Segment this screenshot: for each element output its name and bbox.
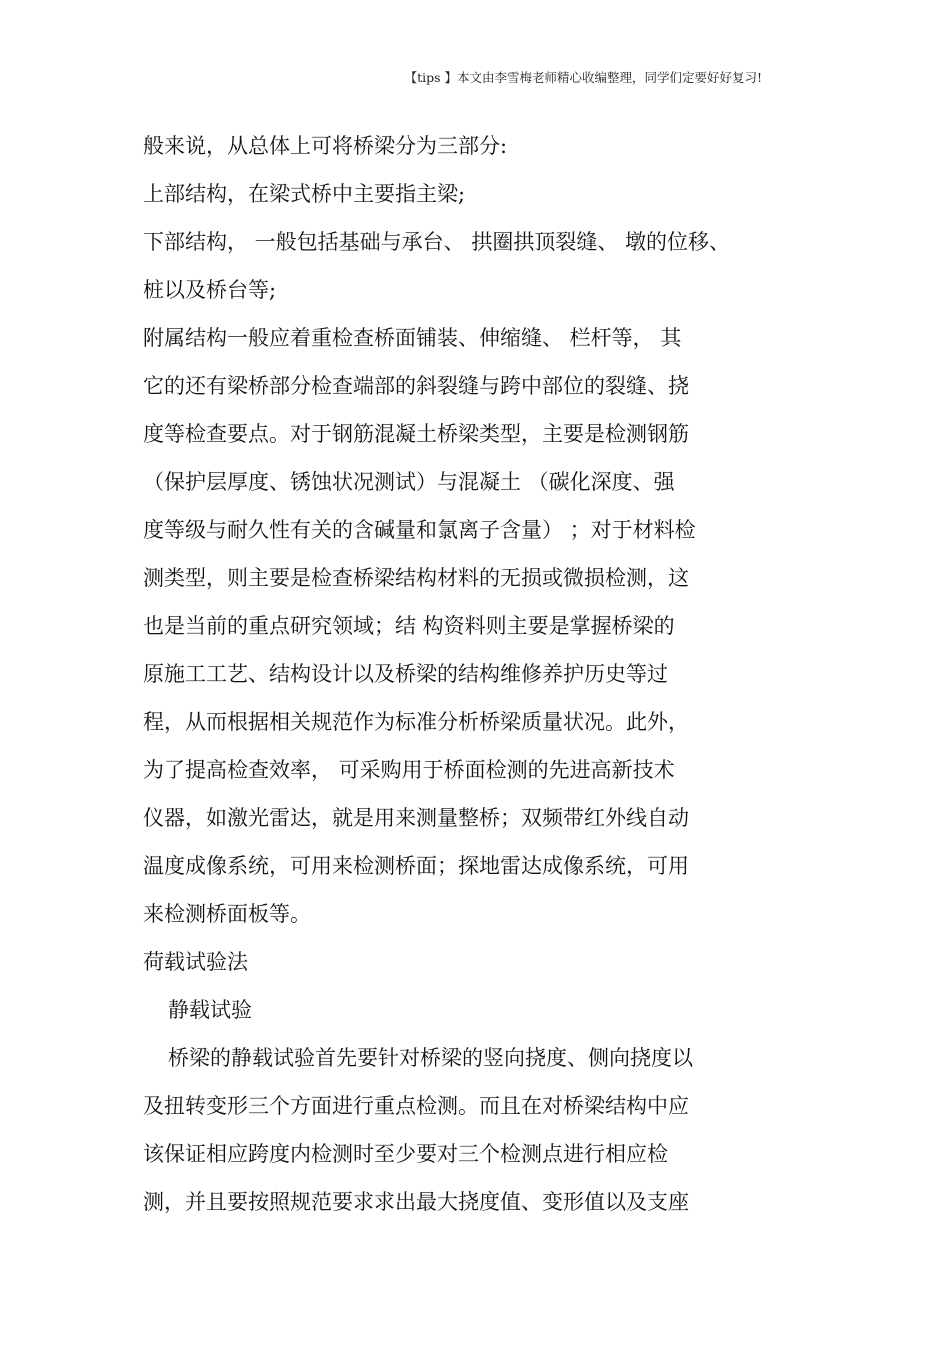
text-line: 测类型，则主要是检查桥梁结构材料的无损或微损检测，这 [143, 566, 689, 590]
text-line: 原施工工艺、结构设计以及桥梁的结构维修养护历史等过 [143, 662, 668, 686]
section-heading: 荷载试验法 [143, 950, 248, 974]
text-line: 度等检查要点。对于钢筋混凝土桥梁类型，主要是检测钢筋 [143, 422, 689, 446]
text-line: 度等级与耐久性有关的含碱量和氯离子含量） ；对于材料检 [143, 518, 696, 542]
text-line: 及扭转变形三个方面进行重点检测。而且在对桥梁结构中应 [143, 1094, 689, 1118]
text-line: 为了提高检查效率， 可采购用于桥面检测的先进高新技术 [143, 758, 675, 782]
text-line: 附属结构一般应着重检查桥面铺装、伸缩缝、 栏杆等， 其 [143, 326, 682, 350]
text-line: 也是当前的重点研究领域；结 构资料则主要是掌握桥梁的 [143, 614, 675, 638]
text-line: （保护层厚度、锈蚀状况测试）与混凝土 （碳化深度、强 [143, 470, 675, 494]
text-line: 上部结构，在梁式桥中主要指主梁; [143, 182, 466, 206]
text-line: 该保证相应跨度内检测时至少要对三个检测点进行相应检 [143, 1142, 668, 1166]
text-line: 程，从而根据相关规范作为标准分析桥梁质量状况。此外， [143, 710, 689, 734]
text-line: 般来说，从总体上可将桥梁分为三部分: [143, 134, 508, 158]
text-line: 桩以及桥台等; [143, 278, 277, 302]
subsection-heading: 静载试验 [168, 998, 252, 1022]
text-line: 测，并且要按照规范要求求出最大挠度值、变形值以及支座 [143, 1190, 689, 1214]
text-line: 它的还有梁桥部分检查端部的斜裂缝与跨中部位的裂缝、挠 [143, 374, 689, 398]
text-line: 来检测桥面板等。 [143, 902, 311, 926]
text-line: 仪器，如激光雷达，就是用来测量整桥；双频带红外线自动 [143, 806, 689, 830]
text-line: 温度成像系统，可用来检测桥面；探地雷达成像系统，可用 [143, 854, 689, 878]
text-line: 桥梁的静载试验首先要针对桥梁的竖向挠度、侧向挠度以 [168, 1046, 693, 1070]
header-note: 【tips 】本文由李雪梅老师精心收编整理，同学们定要好好复习! [404, 70, 762, 85]
text-line: 下部结构， 一般包括基础与承台、 拱圈拱顶裂缝、 墩的位移、 [143, 230, 731, 254]
